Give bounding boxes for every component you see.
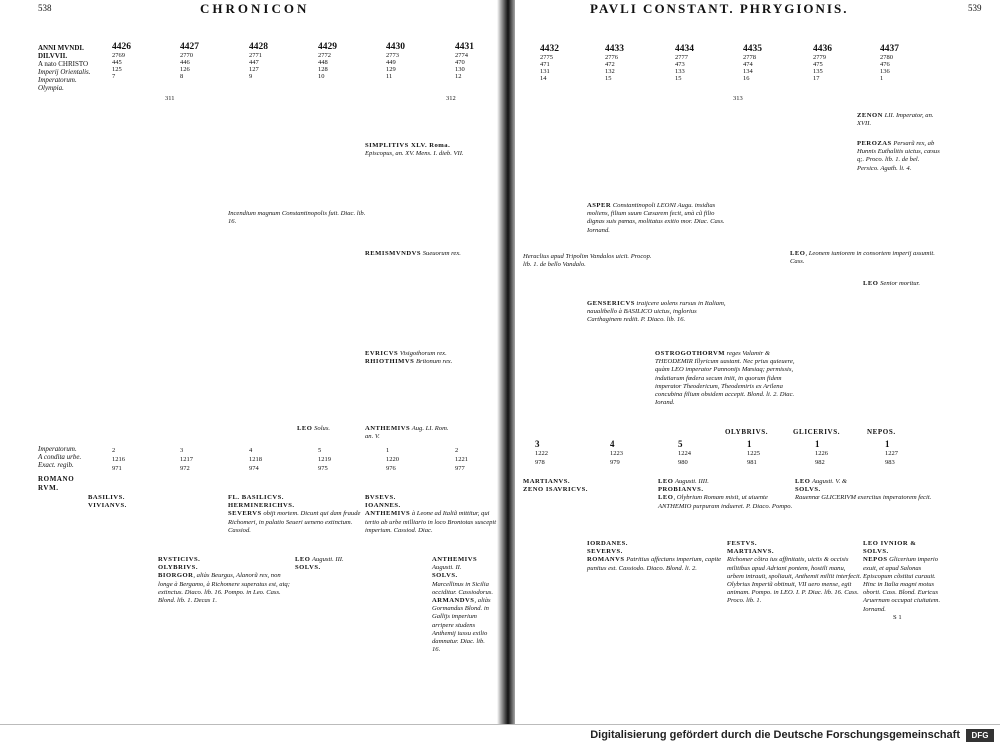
entry-text: Persarũ rex, ab Hunnis Euthalitis uictus, cæsus q;. Proco. lib. 1. de bel. Persico. Agath. li. 4. [857,140,940,172]
year-header: 4428 [249,42,268,52]
lower-column-11 [815,440,828,467]
year-value: 2778 [743,54,756,61]
entry-text: Solus. [314,425,331,432]
olympiad-marker: 312 [446,95,456,102]
lower-value: 5 [678,439,683,449]
lower-value: 1220 [386,456,399,463]
entry-text: Richomer cõtra ius affinitatis, uictis & occisis militibus apud Adriani pontem, hostili manu, urbem intrauit, spoliauit, Anthemii miliit interfecit. Olybrius Imperiũ obtinuit, VII uero mense, egit animam. Pompo. in LEO. I. P. Diac. lib. 16. Cass. Proco. lib. 1. [727,556,862,605]
year-value: 476 [880,61,890,68]
entry-caps: SEVERVS. [587,548,623,556]
entry-caps: SOLVS. [432,572,458,580]
year-value: 7 [112,73,116,80]
year-value: 8 [180,73,184,80]
year-header: 4435 [743,44,762,54]
year-value: 12 [455,73,462,80]
entry-caps: OLYBRIVS. [158,564,198,572]
lower-label-exact: Exact. regib. [38,461,74,469]
lower-value: 1216 [112,456,125,463]
entry-caps: ROMANVS [587,556,625,564]
year-value: 10 [318,73,325,80]
year-column-1 [112,42,131,80]
entry-caps: SOLVS. [795,486,821,494]
entry-leo-augusti-iii [295,556,365,572]
year-value: 449 [386,59,396,66]
entry-caps: LEO [790,250,806,257]
year-column-8 [605,44,624,82]
entry-caps: ZENON [857,112,883,119]
entry-caps: ZENO ISAVRICVS. [523,486,588,494]
entry-caps: RHIOTHIMVS [365,358,415,366]
lower-value: 1227 [885,450,898,457]
lower-column-3 [249,446,262,473]
entry-leo-solus [297,425,357,433]
entry-martianus-zeno [523,478,633,494]
row-label-anni-mundi: ANNI MVNDI. [38,44,84,52]
year-value: 2773 [386,52,399,59]
year-value: 129 [386,66,396,73]
lower-column-7 [535,440,548,467]
year-value: 127 [249,66,259,73]
year-header: 4426 [112,42,131,52]
entry-leo-senior [863,280,938,288]
entry-caps: OSTROGOTHORVM [655,350,726,357]
entry-text: traijcere uolens rursus in Italiam, naualibello à BASILICO uictus, inglorius Carthaginem rediit. P. Diaco. lib. 16. [587,300,726,324]
entry-text: Incendium magnum Constantinopolis fuit. Diac. lib. 16. [228,210,366,226]
entry-caps: IOANNES. [365,502,401,510]
entry-caps: NEPOS [863,556,888,564]
entry-text: Augusti. II. [432,564,462,572]
lower-value: 1221 [455,456,468,463]
entry-caps: LEO IVNIOR & [863,540,917,547]
entry-caps: LEO [795,478,811,485]
entry-caps: GENSERICVS [587,300,635,307]
lower-column-8 [610,440,623,467]
entry-euricus [365,350,500,366]
year-value: 448 [318,59,328,66]
year-header: 4430 [386,42,405,52]
year-header: 4432 [540,44,559,54]
olympiad-marker: 311 [165,95,175,102]
entry-basilius [88,494,168,510]
year-value: 15 [605,75,612,82]
year-column-9 [675,44,694,82]
lower-value: 2 [112,447,116,454]
year-value: 16 [743,75,750,82]
entry-leo-iiii [658,478,798,511]
lower-value: 5 [318,447,322,454]
lower-labels [38,445,81,469]
entry-anthemius-aug [365,425,455,441]
row-label-imperatorum: Imperatorum. [38,76,77,84]
entry-caps: MARTIANVS. [523,478,571,485]
entry-caps: LEO [297,425,313,432]
year-value: 125 [112,66,122,73]
year-value: 445 [112,59,122,66]
entry-caps: PROBIANVS. [658,486,704,494]
entry-caps: IORDANES. [587,540,628,547]
lower-column-12 [885,440,898,467]
entry-text: , Leonem iuniorem in consortem imperij assumit. Cass. [790,250,935,266]
entry-text: reges Valamir & THEODEMIR Illyricum uastant. Nec prius quieuere, quàm LEO imperator Pannonijs Mœsiaq; permissis, indutiarum fœdera secum iniit, in quorum fidem imperator Theodericum, Theodemiris ex Arilena concubina filium obsidem accepit. Blond. li. 2. Diac. Iorand. [655,350,795,407]
year-column-4 [318,42,337,80]
entry-iordanes [587,540,722,573]
row-labels [38,44,91,92]
entry-text: Glicerium imperio exuit, et apud Salonas Episcopum cõstitui curauit. Hinc in Italia magni motus oborti. Cass. Blond. Euricus Aruernam occupat ciuitatem. Iornand. [863,556,941,613]
emperor-nepos: NEPOS. [867,428,896,436]
entry-leo-iunior [863,540,945,622]
lower-value: 1218 [249,456,262,463]
lower-value: 1224 [678,450,691,457]
entry-text: Sueuorum rex. [422,250,461,257]
entry-text: Constantinopoli LEONI Augu. insidias moliens, filium suum Cæsarem fecit, unà cũ filio dignas suis pœnas, molitatus exitio mor. Diac. Cass. Iornand. [587,202,725,234]
left-running-head: CHRONICON [200,1,310,16]
entry-caps: BIORGOR [158,572,194,580]
signature-mark: S 1 [893,613,902,621]
year-value: 446 [180,59,190,66]
lower-value: 1 [885,439,890,449]
entry-festus [727,540,862,606]
entry-caps: ANTHEMIVS [432,556,478,563]
entry-caps: RVSTICIVS. [158,556,201,563]
lower-value: 974 [249,465,259,472]
year-value: 475 [813,61,823,68]
year-column-12 [880,44,899,82]
year-header: 4436 [813,44,832,54]
funding-notice: Digitalisierung gefördert durch die Deutsche Forschungsgemeinschaft [590,729,960,741]
lower-column-1 [112,446,125,473]
year-value: 131 [540,68,550,75]
year-value: 133 [675,68,685,75]
year-value: 17 [813,75,820,82]
row-label-diluvii: DILVVII. [38,52,68,60]
entry-text: Augusti. V. & [811,478,848,485]
year-value: 2775 [540,54,553,61]
entry-gensericus [587,300,727,325]
year-value: 2774 [455,52,468,59]
year-value: 2770 [180,52,193,59]
entry-simplitius [365,142,500,158]
right-folio: 539 [968,3,982,13]
entry-caps: SOLVS. [295,564,321,572]
entry-heraclius [523,253,653,269]
year-value: 2771 [249,52,262,59]
entry-text: Episcopus, an. XV. Mens. I. dieb. VII. [365,150,464,158]
lower-column-10 [747,440,760,467]
year-value: 15 [675,75,682,82]
romanorum-label [38,475,74,493]
entry-caps: REMISMVNDVS [365,250,422,257]
entry-zenon [857,112,937,128]
entry-remismundus [365,250,500,258]
entry-text: obijt mortem. Dicunt qui dam fraude Richomeri, in palatio Seueri ueneno extinctum. Cassiod. [228,510,361,534]
lower-column-4 [318,446,331,473]
lower-value: 4 [610,439,615,449]
entry-text: Britonum rex. [416,358,453,366]
lower-value: 980 [678,459,688,466]
entry-caps: ANTHEMIVS [365,425,411,432]
year-value: 2779 [813,54,826,61]
right-running-head: PAVLI CONSTANT. PHRYGIONIS. [590,1,849,16]
lower-column-6 [455,446,468,473]
lower-value: 979 [610,459,620,466]
year-value: 474 [743,61,753,68]
entry-anthemius-ii [432,556,494,654]
year-value: 1 [880,75,884,82]
entry-caps: BVSEVS. [365,494,396,501]
entry-caps: ANTHEMIVS [365,510,411,518]
year-value: 136 [880,68,890,75]
year-value: 2780 [880,54,893,61]
entry-caps: EVRICVS [365,350,399,357]
lower-value: 3 [180,447,184,454]
lower-value: 978 [535,459,545,466]
entry-text: Augusti. IIII. [674,478,709,485]
lower-value: 4 [249,447,253,454]
lower-value: 1217 [180,456,193,463]
year-value: 2776 [605,54,618,61]
year-column-11 [813,44,832,82]
year-value: 447 [249,59,259,66]
entry-text: Patritius affectans imperium, capite punitus est. Cassiodo. Diaco. Blond. li. 2. [587,556,722,572]
lower-value: 1226 [815,450,828,457]
entry-rusticius [158,556,290,605]
lower-value: 1 [815,439,820,449]
entry-caps: SEVERVS [228,510,262,518]
entry-basilicus [228,494,361,535]
lower-column-2 [180,446,193,473]
entry-caps: LEO [863,280,879,287]
entry-caps: LEO [658,494,674,502]
year-value: 134 [743,68,753,75]
year-header: 4437 [880,44,899,54]
year-header: 4429 [318,42,337,52]
entry-buseus [365,494,498,535]
entry-caps: PEROZAS [857,140,892,147]
entry-text: Aug. LI. Rom. an. V. [365,425,449,441]
year-value: 126 [180,66,190,73]
lower-value: 972 [180,465,190,472]
footer-bar [0,724,1000,746]
entry-text: , aliàs Beurgus, Alanorũ rex, non longe à Bergamo, à Richomere superatus est, atq; extinctus. Diaco. lib. 16. Pompo. in Leo. Cass. Blond. lib. 1. Decas 1. [158,572,290,605]
entry-caps: SIMPLITIVS XLV. Roma. [365,142,451,149]
year-value: 128 [318,66,328,73]
year-value: 130 [455,66,465,73]
year-value: 471 [540,61,550,68]
year-column-5 [386,42,405,80]
entry-caps: BASILIVS. [88,494,125,501]
dfg-logo: DFG [966,729,994,742]
entry-leo-v [795,478,935,503]
rum-text: RVM. [38,484,59,492]
left-page [0,0,505,724]
entry-text: à Leone ad Italiã mittitur, qui tertio ab urbe milliario in loco Brontotas suscepit imperium. Cassiod. Diac. [365,510,497,534]
lower-value: 977 [455,465,465,472]
year-header: 4427 [180,42,199,52]
year-column-3 [249,42,268,80]
entry-leo-leonem [790,250,940,266]
entry-incendium [228,210,368,226]
entry-text: Augusti. III. [311,556,344,563]
entry-text: LII. Imperator, an. XVII. [857,112,934,128]
lower-value: 981 [747,459,757,466]
entry-text: , aliàs Gormandus Blond. in Gallijs imperium arripere studens Anthemij iussu exilio damnatur. Diac. lib. 16. [432,597,491,654]
entry-caps: SOLVS. [863,548,889,556]
lower-value: 1 [747,439,752,449]
lower-column-5 [386,446,399,473]
left-folio: 538 [38,3,52,13]
year-value: 2772 [318,52,331,59]
entry-caps: FESTVS. [727,540,758,547]
year-header: 4431 [455,42,474,52]
row-label-olympia: Olympia. [38,84,64,92]
entry-text: Visigothorum rex. [399,350,447,357]
entry-caps: MARTIANVS. [727,548,775,556]
entry-perozas [857,140,942,173]
entry-caps: LEO [658,478,674,485]
year-value: 473 [675,61,685,68]
entry-caps: VIVIANVS. [88,502,127,510]
emperor-olybrius: OLYBRIVS. [725,428,769,436]
year-value: 9 [249,73,253,80]
lower-value: 982 [815,459,825,466]
year-column-10 [743,44,762,82]
entry-text: , Olybrium Romam misit, ut uiuente ANTHEMIO purpuram indueret. P. Diaco. Pompo. [658,494,793,510]
lower-value: 1225 [747,450,760,457]
entry-caps: FL. BASILICVS. [228,494,284,501]
lower-value: 1 [386,447,390,454]
year-header: 4433 [605,44,624,54]
lower-value: 976 [386,465,396,472]
lower-value: 2 [455,447,459,454]
year-header: 4434 [675,44,694,54]
lower-label-imperatorum: Imperatorum. [38,445,77,453]
year-column-2 [180,42,199,80]
entry-caps: HERMINERICHVS. [228,502,295,510]
entry-asper [587,202,727,235]
entry-caps: ASPER [587,202,612,209]
right-page [515,0,1000,724]
lower-value: 3 [535,439,540,449]
entry-text: Heraclius apud Tripolim Vandalos uicit. Procop. lib. 1. de bello Vandalo. [523,253,652,269]
lower-value: 971 [112,465,122,472]
lower-value: 1219 [318,456,331,463]
row-label-christo: A nato CHRISTO [38,60,89,68]
year-column-7 [540,44,559,82]
lower-value: 1222 [535,450,548,457]
year-value: 2769 [112,52,125,59]
lower-label-condita: A condita urbe. [38,453,82,461]
entry-text: Rauennæ GLICERIVM exercitus imperatorem fecit. [795,494,932,502]
entry-caps: LEO [295,556,311,563]
lower-value: 983 [885,459,895,466]
emperor-glicerius: GLICERIVS. [793,428,841,436]
lower-column-9 [678,440,691,467]
year-column-6 [455,42,474,80]
row-label-imperij: Imperij Orientalis. [38,68,91,76]
year-value: 470 [455,59,465,66]
olympiad-marker: 313 [733,95,743,102]
year-value: 472 [605,61,615,68]
entry-text: Marcellinus in Sicilia occiditur. Cassiodorus. [432,580,493,596]
lower-value: 975 [318,465,328,472]
year-value: 132 [605,68,615,75]
year-value: 135 [813,68,823,75]
year-value: 11 [386,73,393,80]
entry-ostrogothorum [655,350,795,407]
entry-text: Senior moritur. [880,280,921,287]
year-value: 2777 [675,54,688,61]
lower-value: 1223 [610,450,623,457]
romano-text: ROMANO [38,475,75,483]
year-value: 14 [540,75,547,82]
entry-caps: ARMANDVS [432,597,475,605]
